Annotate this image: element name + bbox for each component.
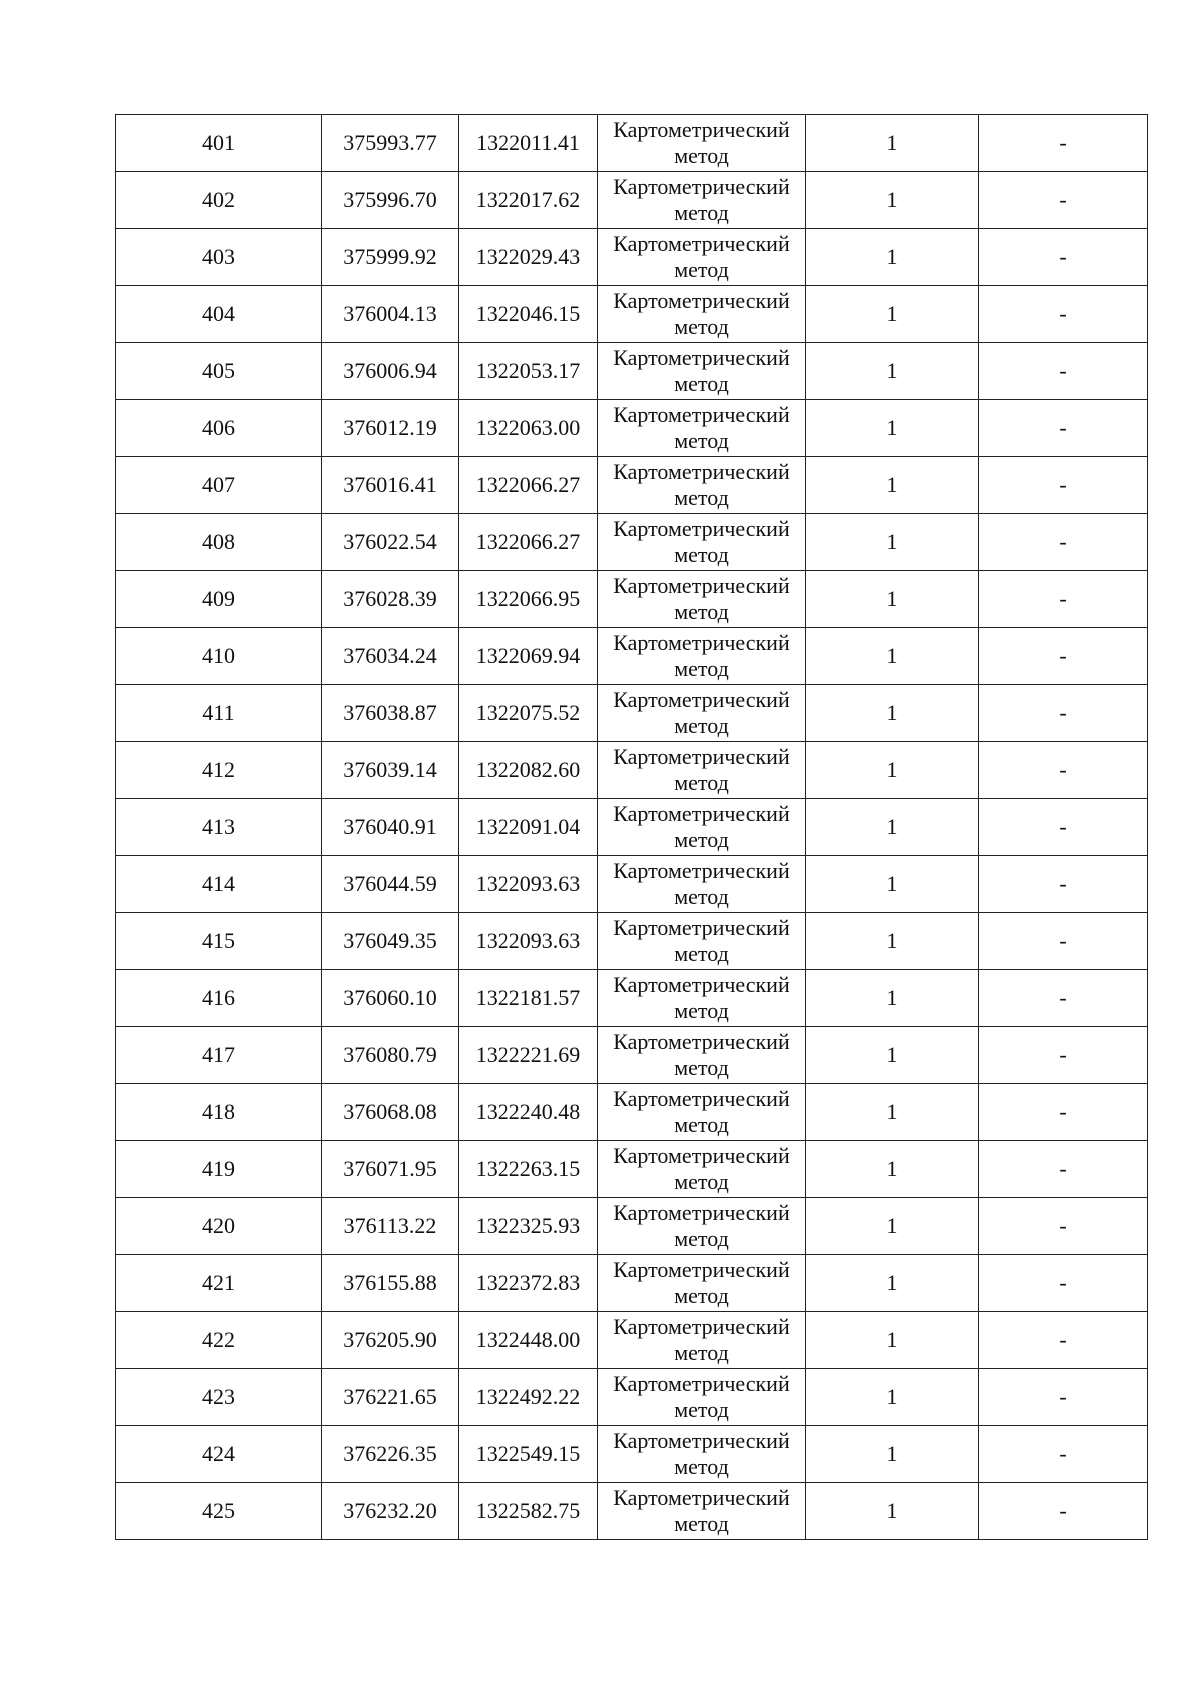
method-line-2: метод xyxy=(674,884,729,909)
note-cell: - xyxy=(979,685,1148,742)
coordinate-x-cell: 376022.54 xyxy=(322,514,459,571)
method-line-2: метод xyxy=(674,542,729,567)
point-number-cell: 420 xyxy=(116,1198,322,1255)
method-line-2: метод xyxy=(674,998,729,1023)
table-row xyxy=(116,1426,1148,1483)
coordinate-x-cell: 376226.35 xyxy=(322,1426,459,1483)
coordinates-table xyxy=(115,114,1148,1540)
table-row xyxy=(116,799,1148,856)
method-line-1: Картометрический xyxy=(613,1086,790,1111)
note-cell: - xyxy=(979,400,1148,457)
method-line-2: метод xyxy=(674,941,729,966)
method-line-2: метод xyxy=(674,1454,729,1479)
method-cell xyxy=(598,1312,806,1369)
method-line-1: Картометрический xyxy=(613,858,790,883)
table-row xyxy=(116,685,1148,742)
coordinate-x-cell: 376044.59 xyxy=(322,856,459,913)
coordinate-x-cell: 376068.08 xyxy=(322,1084,459,1141)
note-cell: - xyxy=(979,1198,1148,1255)
accuracy-cell: 1 xyxy=(806,400,979,457)
coordinate-x-cell: 376038.87 xyxy=(322,685,459,742)
point-number-cell: 416 xyxy=(116,970,322,1027)
coordinate-y-cell: 1322046.15 xyxy=(459,286,598,343)
method-line-1: Картометрический xyxy=(613,972,790,997)
method-line-2: метод xyxy=(674,314,729,339)
method-cell xyxy=(598,1198,806,1255)
accuracy-cell: 1 xyxy=(806,514,979,571)
coordinate-y-cell: 1322492.22 xyxy=(459,1369,598,1426)
table-row xyxy=(116,514,1148,571)
method-line-1: Картометрический xyxy=(613,1428,790,1453)
accuracy-cell: 1 xyxy=(806,286,979,343)
table-row xyxy=(116,1312,1148,1369)
accuracy-cell: 1 xyxy=(806,1426,979,1483)
table-row xyxy=(116,1369,1148,1426)
coordinate-x-cell: 376221.65 xyxy=(322,1369,459,1426)
coordinate-y-cell: 1322053.17 xyxy=(459,343,598,400)
coordinate-x-cell: 376205.90 xyxy=(322,1312,459,1369)
coordinate-x-cell: 376004.13 xyxy=(322,286,459,343)
note-cell: - xyxy=(979,343,1148,400)
accuracy-cell: 1 xyxy=(806,115,979,172)
accuracy-cell: 1 xyxy=(806,1255,979,1312)
method-line-1: Картометрический xyxy=(613,1485,790,1510)
method-line-2: метод xyxy=(674,1511,729,1536)
note-cell: - xyxy=(979,799,1148,856)
point-number-cell: 417 xyxy=(116,1027,322,1084)
coordinates-table-body xyxy=(116,115,1148,1540)
method-line-1: Картометрический xyxy=(613,231,790,256)
coordinate-y-cell: 1322263.15 xyxy=(459,1141,598,1198)
method-cell xyxy=(598,286,806,343)
coordinate-x-cell: 376040.91 xyxy=(322,799,459,856)
point-number-cell: 407 xyxy=(116,457,322,514)
method-line-2: метод xyxy=(674,770,729,795)
coordinate-y-cell: 1322372.83 xyxy=(459,1255,598,1312)
method-line-2: метод xyxy=(674,1397,729,1422)
coordinate-y-cell: 1322066.27 xyxy=(459,514,598,571)
point-number-cell: 425 xyxy=(116,1483,322,1540)
coordinate-x-cell: 376034.24 xyxy=(322,628,459,685)
accuracy-cell: 1 xyxy=(806,457,979,514)
accuracy-cell: 1 xyxy=(806,1084,979,1141)
point-number-cell: 415 xyxy=(116,913,322,970)
point-number-cell: 405 xyxy=(116,343,322,400)
note-cell: - xyxy=(979,457,1148,514)
coordinate-y-cell: 1322066.27 xyxy=(459,457,598,514)
method-line-2: метод xyxy=(674,1112,729,1137)
coordinate-y-cell: 1322582.75 xyxy=(459,1483,598,1540)
note-cell: - xyxy=(979,115,1148,172)
table-row xyxy=(116,115,1148,172)
note-cell: - xyxy=(979,1141,1148,1198)
method-line-1: Картометрический xyxy=(613,1143,790,1168)
method-line-1: Картометрический xyxy=(613,915,790,940)
point-number-cell: 401 xyxy=(116,115,322,172)
method-line-2: метод xyxy=(674,713,729,738)
accuracy-cell: 1 xyxy=(806,1483,979,1540)
method-cell xyxy=(598,742,806,799)
table-row xyxy=(116,571,1148,628)
coordinate-x-cell: 376039.14 xyxy=(322,742,459,799)
method-cell xyxy=(598,1255,806,1312)
coordinate-x-cell: 375996.70 xyxy=(322,172,459,229)
point-number-cell: 409 xyxy=(116,571,322,628)
method-cell xyxy=(598,799,806,856)
point-number-cell: 408 xyxy=(116,514,322,571)
method-cell xyxy=(598,229,806,286)
accuracy-cell: 1 xyxy=(806,229,979,286)
method-cell xyxy=(598,913,806,970)
method-cell xyxy=(598,1483,806,1540)
point-number-cell: 418 xyxy=(116,1084,322,1141)
accuracy-cell: 1 xyxy=(806,799,979,856)
method-line-1: Картометрический xyxy=(613,630,790,655)
note-cell: - xyxy=(979,286,1148,343)
coordinate-y-cell: 1322448.00 xyxy=(459,1312,598,1369)
method-cell xyxy=(598,457,806,514)
method-cell xyxy=(598,400,806,457)
method-line-2: метод xyxy=(674,143,729,168)
note-cell: - xyxy=(979,1483,1148,1540)
method-cell xyxy=(598,685,806,742)
coordinate-y-cell: 1322082.60 xyxy=(459,742,598,799)
method-line-1: Картометрический xyxy=(613,174,790,199)
table-row xyxy=(116,286,1148,343)
method-line-2: метод xyxy=(674,656,729,681)
coordinate-y-cell: 1322181.57 xyxy=(459,970,598,1027)
method-line-1: Картометрический xyxy=(613,1200,790,1225)
method-line-1: Картометрический xyxy=(613,516,790,541)
point-number-cell: 422 xyxy=(116,1312,322,1369)
table-row xyxy=(116,1483,1148,1540)
method-line-2: метод xyxy=(674,1283,729,1308)
point-number-cell: 419 xyxy=(116,1141,322,1198)
coordinate-x-cell: 376006.94 xyxy=(322,343,459,400)
accuracy-cell: 1 xyxy=(806,1141,979,1198)
table-row xyxy=(116,856,1148,913)
coordinate-x-cell: 376060.10 xyxy=(322,970,459,1027)
coordinate-x-cell: 375999.92 xyxy=(322,229,459,286)
method-line-2: метод xyxy=(674,1055,729,1080)
note-cell: - xyxy=(979,1312,1148,1369)
method-line-1: Картометрический xyxy=(613,345,790,370)
method-line-2: метод xyxy=(674,1169,729,1194)
coordinate-x-cell: 376049.35 xyxy=(322,913,459,970)
method-line-2: метод xyxy=(674,371,729,396)
coordinate-y-cell: 1322011.41 xyxy=(459,115,598,172)
accuracy-cell: 1 xyxy=(806,1312,979,1369)
coordinate-x-cell: 376113.22 xyxy=(322,1198,459,1255)
point-number-cell: 404 xyxy=(116,286,322,343)
accuracy-cell: 1 xyxy=(806,628,979,685)
method-line-2: метод xyxy=(674,485,729,510)
table-row xyxy=(116,970,1148,1027)
table-row xyxy=(116,1141,1148,1198)
point-number-cell: 414 xyxy=(116,856,322,913)
note-cell: - xyxy=(979,1084,1148,1141)
accuracy-cell: 1 xyxy=(806,1198,979,1255)
method-line-1: Картометрический xyxy=(613,1029,790,1054)
method-line-2: метод xyxy=(674,1340,729,1365)
method-line-1: Картометрический xyxy=(613,744,790,769)
coordinate-y-cell: 1322069.94 xyxy=(459,628,598,685)
method-line-2: метод xyxy=(674,257,729,282)
note-cell: - xyxy=(979,1426,1148,1483)
method-line-1: Картометрический xyxy=(613,573,790,598)
note-cell: - xyxy=(979,514,1148,571)
method-cell xyxy=(598,571,806,628)
method-cell xyxy=(598,343,806,400)
note-cell: - xyxy=(979,742,1148,799)
method-cell xyxy=(598,1141,806,1198)
coordinate-y-cell: 1322221.69 xyxy=(459,1027,598,1084)
method-cell xyxy=(598,856,806,913)
method-line-2: метод xyxy=(674,827,729,852)
table-row xyxy=(116,1198,1148,1255)
point-number-cell: 412 xyxy=(116,742,322,799)
method-line-1: Картометрический xyxy=(613,459,790,484)
coordinate-y-cell: 1322017.62 xyxy=(459,172,598,229)
method-line-1: Картометрический xyxy=(613,117,790,142)
method-line-1: Картометрический xyxy=(613,1371,790,1396)
coordinate-x-cell: 375993.77 xyxy=(322,115,459,172)
method-cell xyxy=(598,115,806,172)
method-line-1: Картометрический xyxy=(613,1314,790,1339)
point-number-cell: 423 xyxy=(116,1369,322,1426)
note-cell: - xyxy=(979,172,1148,229)
note-cell: - xyxy=(979,628,1148,685)
accuracy-cell: 1 xyxy=(806,1027,979,1084)
coordinate-x-cell: 376232.20 xyxy=(322,1483,459,1540)
coordinate-y-cell: 1322549.15 xyxy=(459,1426,598,1483)
table-row xyxy=(116,229,1148,286)
accuracy-cell: 1 xyxy=(806,1369,979,1426)
note-cell: - xyxy=(979,970,1148,1027)
method-cell xyxy=(598,1027,806,1084)
accuracy-cell: 1 xyxy=(806,913,979,970)
method-line-2: метод xyxy=(674,428,729,453)
point-number-cell: 402 xyxy=(116,172,322,229)
table-row xyxy=(116,343,1148,400)
accuracy-cell: 1 xyxy=(806,571,979,628)
point-number-cell: 424 xyxy=(116,1426,322,1483)
accuracy-cell: 1 xyxy=(806,970,979,1027)
coordinate-x-cell: 376071.95 xyxy=(322,1141,459,1198)
table-row xyxy=(116,1027,1148,1084)
note-cell: - xyxy=(979,229,1148,286)
coordinate-x-cell: 376012.19 xyxy=(322,400,459,457)
table-row xyxy=(116,742,1148,799)
method-line-1: Картометрический xyxy=(613,687,790,712)
coordinate-y-cell: 1322066.95 xyxy=(459,571,598,628)
coordinate-x-cell: 376016.41 xyxy=(322,457,459,514)
coordinate-x-cell: 376028.39 xyxy=(322,571,459,628)
table-row xyxy=(116,1255,1148,1312)
point-number-cell: 410 xyxy=(116,628,322,685)
method-line-1: Картометрический xyxy=(613,1257,790,1282)
method-line-2: метод xyxy=(674,200,729,225)
accuracy-cell: 1 xyxy=(806,742,979,799)
note-cell: - xyxy=(979,571,1148,628)
method-cell xyxy=(598,1426,806,1483)
method-cell xyxy=(598,1369,806,1426)
table-row xyxy=(116,628,1148,685)
note-cell: - xyxy=(979,1255,1148,1312)
accuracy-cell: 1 xyxy=(806,856,979,913)
coordinate-y-cell: 1322325.93 xyxy=(459,1198,598,1255)
table-row xyxy=(116,1084,1148,1141)
point-number-cell: 406 xyxy=(116,400,322,457)
accuracy-cell: 1 xyxy=(806,172,979,229)
point-number-cell: 421 xyxy=(116,1255,322,1312)
table-row xyxy=(116,172,1148,229)
method-cell xyxy=(598,514,806,571)
coordinate-y-cell: 1322063.00 xyxy=(459,400,598,457)
table-row xyxy=(116,457,1148,514)
point-number-cell: 411 xyxy=(116,685,322,742)
method-cell xyxy=(598,628,806,685)
table-row xyxy=(116,913,1148,970)
method-cell xyxy=(598,1084,806,1141)
note-cell: - xyxy=(979,856,1148,913)
note-cell: - xyxy=(979,1027,1148,1084)
coordinate-x-cell: 376155.88 xyxy=(322,1255,459,1312)
method-line-2: метод xyxy=(674,1226,729,1251)
coordinate-y-cell: 1322093.63 xyxy=(459,856,598,913)
coordinate-y-cell: 1322240.48 xyxy=(459,1084,598,1141)
method-line-1: Картометрический xyxy=(613,402,790,427)
method-line-2: метод xyxy=(674,599,729,624)
point-number-cell: 403 xyxy=(116,229,322,286)
coordinate-y-cell: 1322075.52 xyxy=(459,685,598,742)
coordinate-y-cell: 1322093.63 xyxy=(459,913,598,970)
note-cell: - xyxy=(979,1369,1148,1426)
method-cell xyxy=(598,970,806,1027)
note-cell: - xyxy=(979,913,1148,970)
coordinate-y-cell: 1322091.04 xyxy=(459,799,598,856)
method-cell xyxy=(598,172,806,229)
table-row xyxy=(116,400,1148,457)
accuracy-cell: 1 xyxy=(806,343,979,400)
coordinate-y-cell: 1322029.43 xyxy=(459,229,598,286)
method-line-1: Картометрический xyxy=(613,801,790,826)
method-line-1: Картометрический xyxy=(613,288,790,313)
accuracy-cell: 1 xyxy=(806,685,979,742)
point-number-cell: 413 xyxy=(116,799,322,856)
coordinate-x-cell: 376080.79 xyxy=(322,1027,459,1084)
